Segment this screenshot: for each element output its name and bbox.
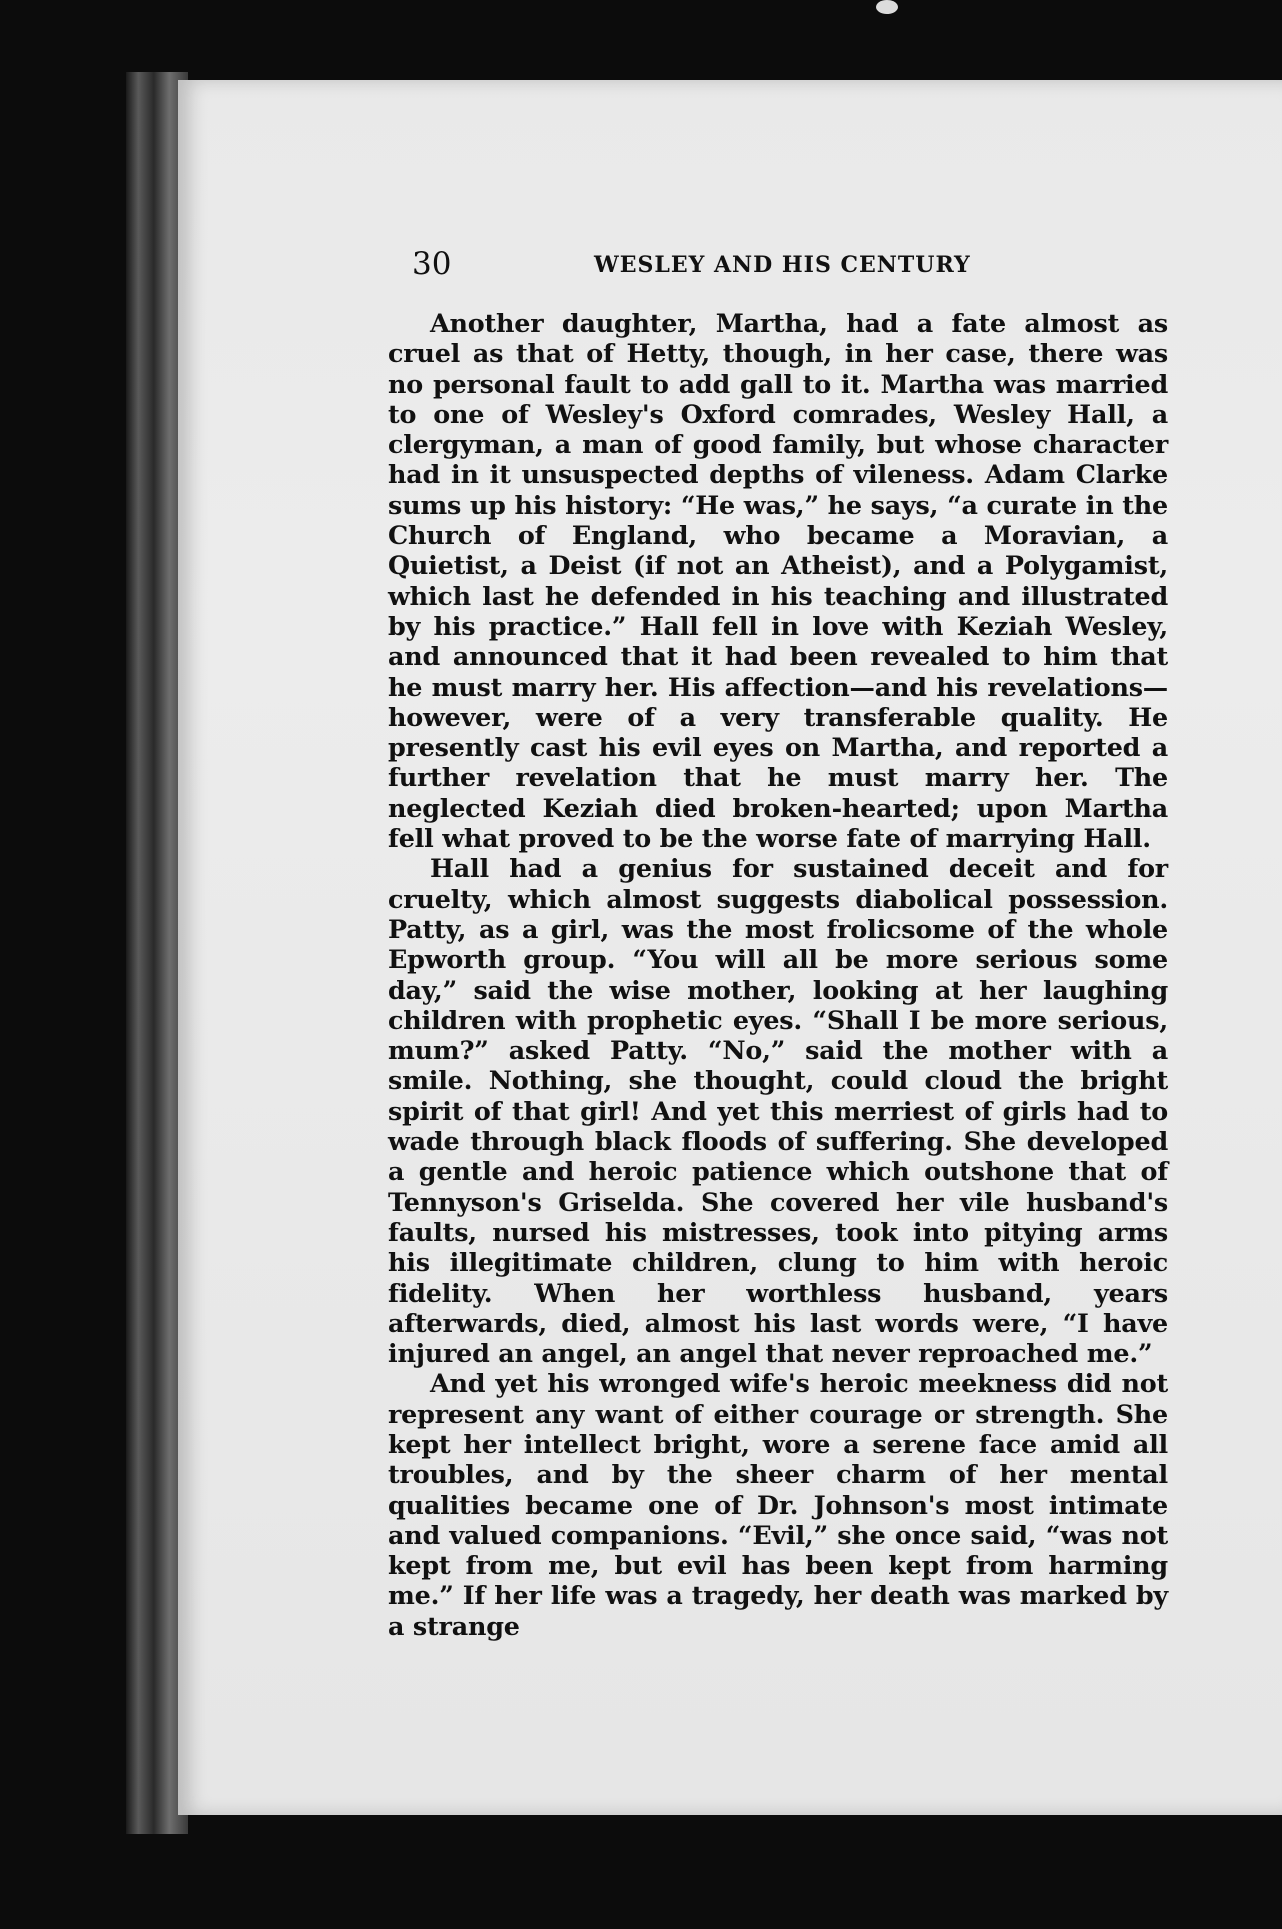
page-text-block (388, 246, 1168, 1641)
paragraph-2: Hall had a genius for sustained deceit and for cruelty, which almost suggests diabolical possession. Patty, as a girl, was the most frolicsome of the whole Epworth group. “You will all be more serious some day,” said the wise mother, looking at her laughing children with prophetic eyes. “Shall I be more serious, mum?” asked Patty. “No,” said the mother with a smile. Nothing, she thought, could cloud the bright spirit of that girl! And yet this merriest of girls had to wade through black floods of suffering. She developed a gentle and heroic patience which outshone that of Tennyson's Griselda. She covered her vile husband's faults, nursed his mistresses, took into pitying arms his illegitimate children, clung to him with heroic fidelity. When her worthless husband, years afterwards, died, almost his last words were, “I have injured an angel, an angel that never reproached me.” (388, 853, 1168, 1369)
scan-speck (876, 0, 898, 14)
running-head (388, 246, 1168, 290)
paragraph-1: Another daughter, Martha, had a fate almost as cruel as that of Hetty, though, in her case, there was no personal fault to add gall to it. Martha was married to one of Wesley's Oxford comrades, Wesley Hall, a clergyman, a man of good family, but whose character had in it unsuspected depths of vileness. Adam Clarke sums up his history: “He was,” he says, “a curate in the Church of England, who became a Moravian, a Quietist, a Deist (if not an Atheist), and a Polygamist, which last he defended in his teaching and illustrated by his practice.” Hall fell in love with Keziah Wesley, and announced that it had been revealed to him that he must marry her. His affection—and his revelations—however, were of a very transferable quality. He presently cast his evil eyes on Martha, and reported a further revelation that he must marry her. The neglected Keziah died broken-hearted; upon Martha fell what proved to be the worse fate of marrying Hall. (388, 308, 1168, 854)
running-title: WESLEY AND HIS CENTURY (594, 252, 971, 278)
page-number: 30 (412, 246, 452, 282)
paragraph-3: And yet his wronged wife's heroic meekness did not represent any want of either courage or strength. She kept her intellect bright, wore a serene face amid all troubles, and by the sheer charm of her mental qualities became one of Dr. Johnson's most intimate and valued companions. “Evil,” she once said, “was not kept from me, but evil has been kept from harming me.” If her life was a tragedy, her death was marked by a strange (388, 1368, 1168, 1641)
